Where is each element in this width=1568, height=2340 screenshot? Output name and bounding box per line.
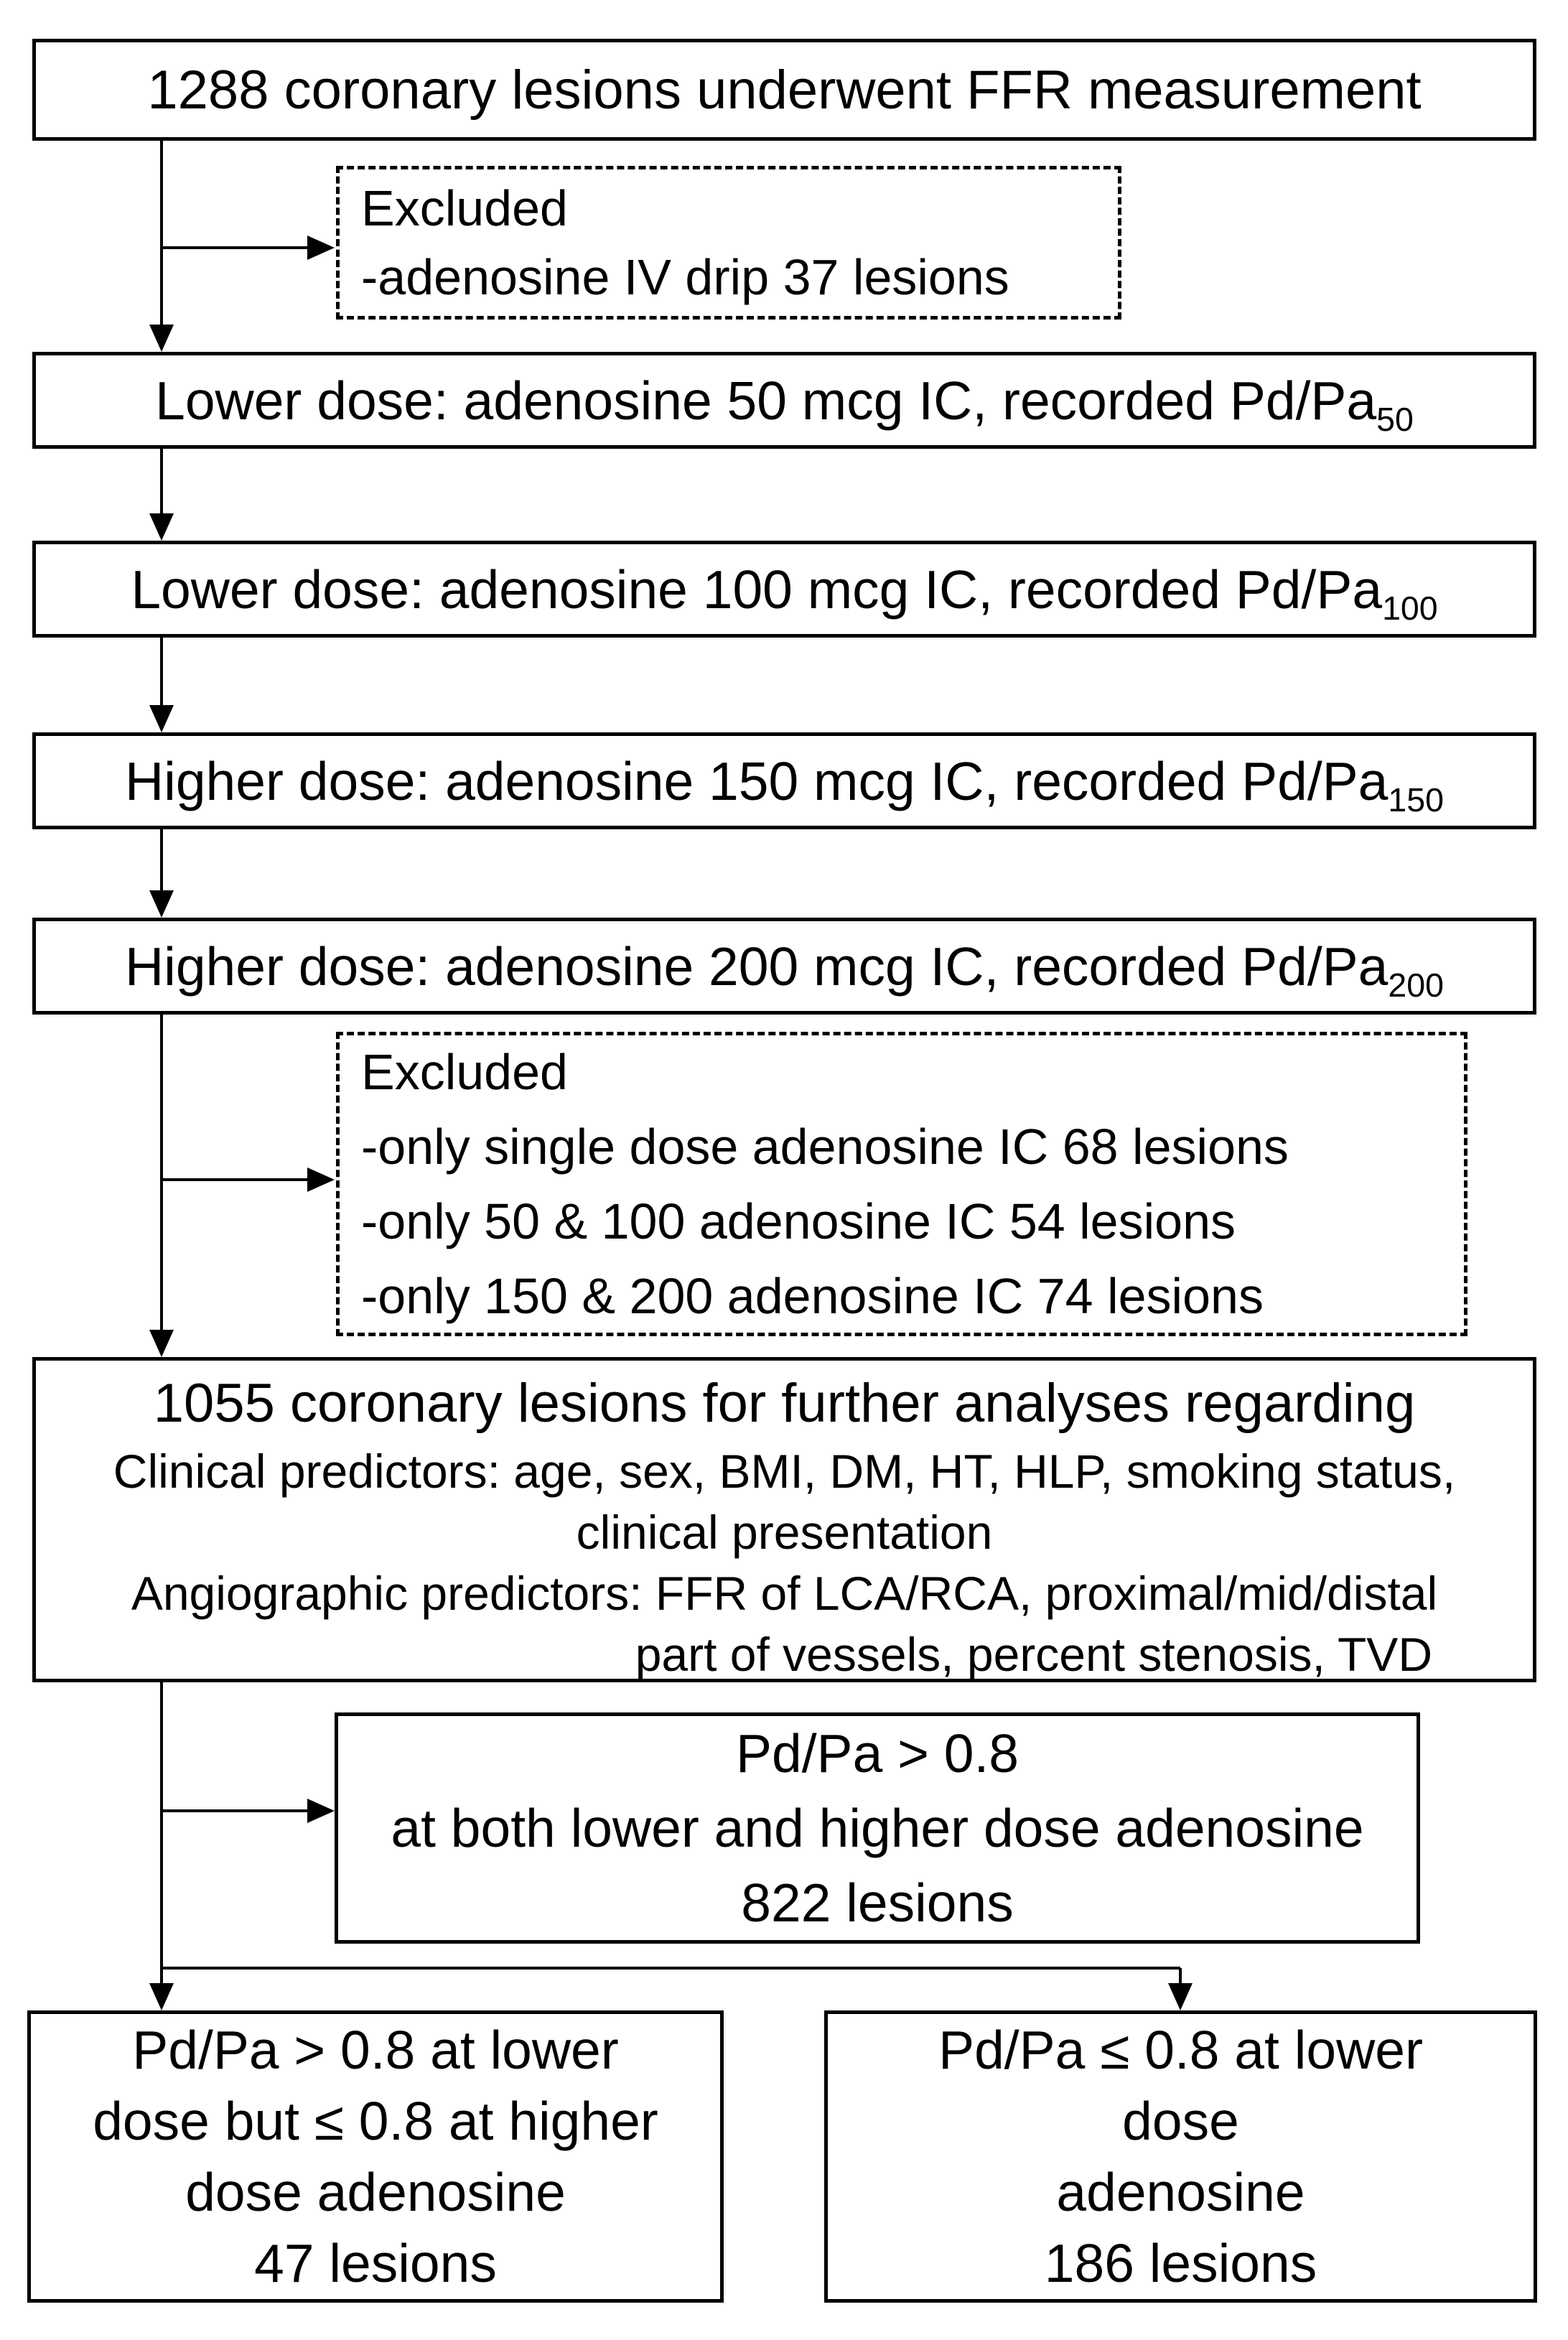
box-1055-angiographic-predictors: Angiographic predictors: FFR of LCA/RCA, proximal/mid/distal <box>131 1567 1438 1620</box>
box-1055-analyses <box>32 1357 1536 1682</box>
box-186-line-3: adenosine <box>1056 2161 1305 2222</box>
arrow-150-to-200 <box>149 829 174 918</box>
arrow-100-to-150 <box>149 638 174 732</box>
arrow-50-to-100 <box>149 449 174 541</box>
box-822-line-1: Pd/Pa > 0.8 <box>735 1723 1019 1784</box>
box-50-text <box>155 370 1414 438</box>
box-50-subscript: 50 <box>1376 400 1414 438</box>
arrow-to-excluded-iv <box>162 236 335 260</box>
box-higher-dose-150 <box>32 732 1536 829</box>
box-186-line-2: dose <box>1122 2090 1239 2151</box>
excluded-single-dose-box <box>336 1032 1467 1336</box>
box-822-lesions <box>335 1712 1420 1944</box>
box-822-line-2: at both lower and higher dose adenosine <box>391 1798 1364 1858</box>
box-50-main-text: Lower dose: adenosine 50 mcg IC, recorded Pd/Pa <box>155 370 1377 431</box>
box-200-text <box>125 936 1444 1004</box>
box-100-text <box>131 559 1438 627</box>
box-1055-vessels: part of vessels, percent stenosis, TVD <box>635 1628 1432 1681</box>
box-150-main-text: Higher dose: adenosine 150 mcg IC, recorded Pd/Pa <box>125 750 1389 811</box>
box-1288-text: 1288 coronary lesions underwent FFR measurement <box>147 59 1422 121</box>
excluded-multi-item-1: -only single dose adenosine IC 68 lesions <box>361 1119 1289 1175</box>
box-lower-dose-50 <box>32 352 1536 449</box>
box-186-line-1: Pd/Pa ≤ 0.8 at lower <box>938 2019 1423 2080</box>
arrow-to-excluded-multi <box>162 1167 335 1192</box>
box-47-line-2: dose but ≤ 0.8 at higher <box>93 2090 658 2151</box>
box-1055-clinical-presentation: clinical presentation <box>576 1506 993 1559</box>
box-1055-clinical-predictors: Clinical predictors: age, sex, BMI, DM, HT, HLP, smoking status, <box>113 1445 1456 1498</box>
excluded-multi-item-2: -only 50 & 100 adenosine IC 54 lesions <box>361 1193 1236 1249</box>
box-47-count: 47 lesions <box>254 2232 497 2293</box>
box-186-lesions <box>824 2010 1537 2303</box>
box-822-count: 822 lesions <box>741 1873 1014 1933</box>
excluded-iv-title: Excluded <box>361 180 568 236</box>
box-100-subscript: 100 <box>1382 589 1438 627</box>
box-1288-lesions <box>32 39 1536 141</box>
arrow-to-822 <box>162 1799 335 1823</box>
box-150-subscript: 150 <box>1388 780 1444 819</box>
arrow-200-to-1055 <box>149 1015 174 1357</box>
box-200-subscript: 200 <box>1388 966 1444 1004</box>
box-100-main-text: Lower dose: adenosine 100 mcg IC, recorded Pd/Pa <box>131 559 1383 620</box>
excluded-multi-item-3: -only 150 & 200 adenosine IC 74 lesions <box>361 1268 1264 1324</box>
excluded-iv-drip-box <box>336 166 1121 320</box>
split-connector <box>162 1968 1193 2010</box>
box-1055-title: 1055 coronary lesions for further analyses regarding <box>153 1373 1416 1434</box>
arrow-1055-to-47 <box>149 1682 174 2010</box>
box-lower-dose-100 <box>32 541 1536 638</box>
box-47-line-1: Pd/Pa > 0.8 at lower <box>132 2019 619 2080</box>
box-200-main-text: Higher dose: adenosine 200 mcg IC, recorded Pd/Pa <box>125 936 1389 997</box>
box-higher-dose-200 <box>32 918 1536 1015</box>
box-186-count: 186 lesions <box>1044 2232 1317 2293</box>
box-47-line-3: dose adenosine <box>185 2161 566 2222</box>
excluded-iv-item: -adenosine IV drip 37 lesions <box>361 249 1009 305</box>
box-150-text <box>125 750 1444 819</box>
box-47-lesions <box>27 2010 724 2303</box>
excluded-multi-title: Excluded <box>361 1044 568 1100</box>
